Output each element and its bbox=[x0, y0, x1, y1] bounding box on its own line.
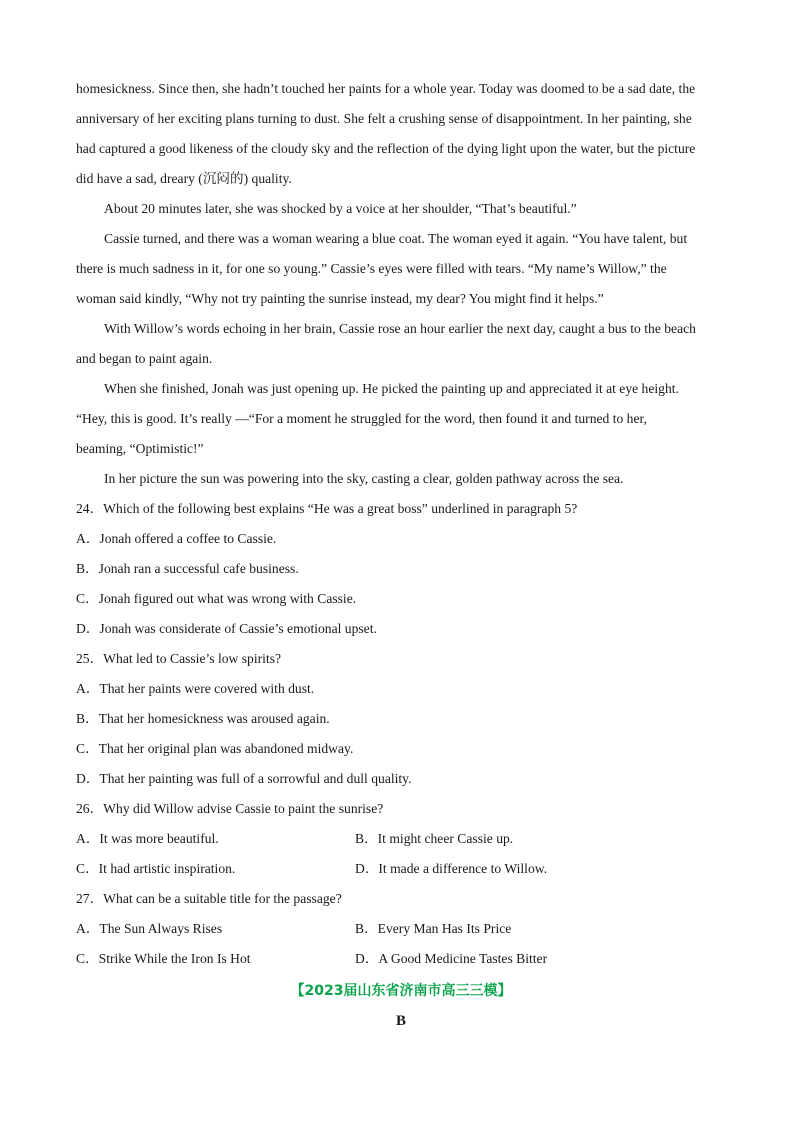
text-line: In her picture the sun was powering into the sky, casting a clear, golden pathway across the sea. bbox=[104, 471, 624, 486]
paragraph-3 bbox=[76, 224, 726, 314]
option-b: B．Jonah ran a successful cafe business. bbox=[76, 561, 299, 576]
text-line: About 20 minutes later, she was shocked by a voice at her shoulder, “That’s beautiful.” bbox=[104, 201, 577, 216]
option-c: C．Strike While the Iron Is Hot bbox=[76, 951, 251, 966]
option-a: A．That her paints were covered with dust. bbox=[76, 681, 315, 696]
paragraph-1 bbox=[76, 74, 726, 194]
option-b: B．That her homesickness was aroused again. bbox=[76, 711, 330, 726]
paragraph-4 bbox=[76, 314, 726, 374]
source-tag: 【2023届山东省济南市高三三模】 bbox=[290, 983, 512, 999]
text-line: woman said kindly, “Why not try painting the sunrise instead, my dear? You might find it helps.” bbox=[76, 291, 604, 306]
question-stem: 25．What led to Cassie’s low spirits? bbox=[76, 651, 282, 666]
option-c: C．Jonah figured out what was wrong with Cassie. bbox=[76, 591, 357, 606]
option-b: B．Every Man Has Its Price bbox=[355, 921, 512, 936]
section-heading: B bbox=[395, 1013, 406, 1029]
document-page bbox=[76, 74, 726, 1036]
option-d: D．That her painting was full of a sorrowful and dull quality. bbox=[76, 771, 412, 786]
question-stem: 24．Which of the following best explains “He was a great boss” underlined in paragraph 5? bbox=[76, 501, 578, 516]
text-line: When she finished, Jonah was just opening up. He picked the painting up and appreciated it at eye height. bbox=[104, 381, 679, 396]
option-d: D．It made a difference to Willow. bbox=[355, 861, 548, 876]
options-row bbox=[76, 914, 726, 944]
text-line: “Hey, this is good. It’s really —“For a moment he struggled for the word, then found it and turned to her, bbox=[76, 411, 647, 426]
text-line: With Willow’s words echoing in her brain, Cassie rose an hour earlier the next day, caught a bus to the beach bbox=[104, 321, 696, 336]
text-line: anniversary of her exciting plans turning to dust. She felt a crushing sense of disappointment. In her painting, she bbox=[76, 111, 692, 126]
options-row bbox=[76, 944, 726, 974]
text-line: did have a sad, dreary (沉闷的) quality. bbox=[76, 171, 292, 186]
text-line: homesickness. Since then, she hadn’t touched her paints for a whole year. Today was doomed to be a sad date, the bbox=[76, 81, 696, 96]
options-row bbox=[76, 854, 726, 884]
text-line: Cassie turned, and there was a woman wearing a blue coat. The woman eyed it again. “You have talent, but bbox=[104, 231, 688, 246]
question-stem: 27．What can be a suitable title for the passage? bbox=[76, 891, 342, 906]
option-a: A．The Sun Always Rises bbox=[76, 921, 223, 936]
question-27 bbox=[76, 884, 726, 974]
options-row bbox=[76, 824, 726, 854]
question-26 bbox=[76, 794, 726, 884]
option-a: A．Jonah offered a coffee to Cassie. bbox=[76, 531, 277, 546]
text-line: and began to paint again. bbox=[76, 351, 213, 366]
paragraph-6 bbox=[76, 464, 726, 494]
text-line: had captured a good likeness of the cloudy sky and the reflection of the dying light upon the water, but the picture bbox=[76, 141, 696, 156]
option-d: D．Jonah was considerate of Cassie’s emotional upset. bbox=[76, 621, 377, 636]
paragraph-5 bbox=[76, 374, 726, 464]
text-line: beaming, “Optimistic!” bbox=[76, 441, 204, 456]
option-a: A．It was more beautiful. bbox=[76, 831, 219, 846]
paragraph-2 bbox=[76, 194, 726, 224]
question-25 bbox=[76, 644, 726, 794]
option-c: C．That her original plan was abandoned midway. bbox=[76, 741, 354, 756]
question-24 bbox=[76, 494, 726, 644]
option-b: B．It might cheer Cassie up. bbox=[355, 831, 514, 846]
text-line: there is much sadness in it, for one so young.” Cassie’s eyes were filled with tears. “My name’s Willow,” the bbox=[76, 261, 667, 276]
question-stem: 26．Why did Willow advise Cassie to paint the sunrise? bbox=[76, 801, 384, 816]
option-d: D．A Good Medicine Tastes Bitter bbox=[355, 951, 548, 966]
option-c: C．It had artistic inspiration. bbox=[76, 861, 236, 876]
